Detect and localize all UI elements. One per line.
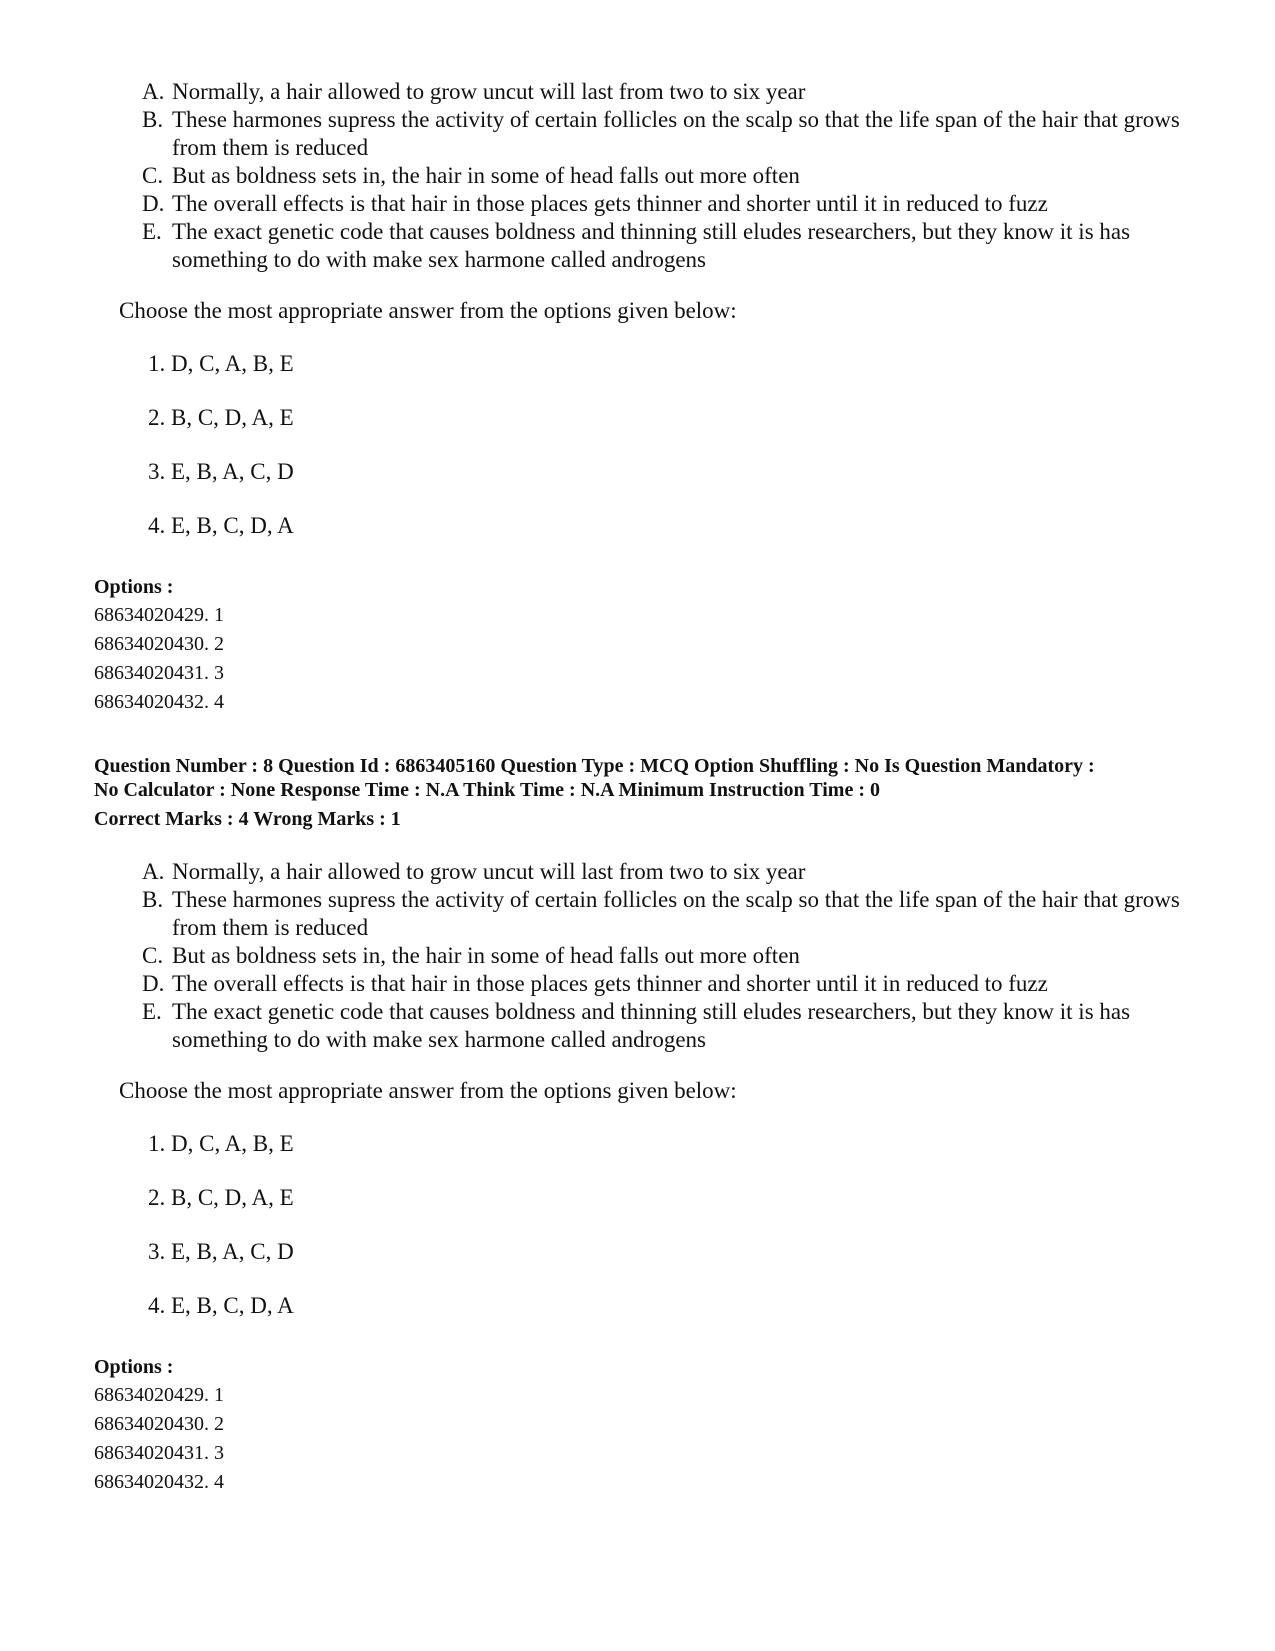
statement-letter: E. bbox=[142, 219, 162, 244]
option-id-4: 68634020432. 4 bbox=[94, 691, 224, 713]
statement-a bbox=[142, 858, 1192, 886]
choose-instruction: Choose the most appropriate answer from the options given below: bbox=[119, 298, 737, 323]
statement-text: The exact genetic code that causes boldness and thinning still eludes researchers, but they know it is has something to do with make sex harmone called androgens bbox=[172, 219, 1131, 272]
statement-letter: A. bbox=[142, 79, 165, 104]
statement-text: Normally, a hair allowed to grow uncut will last from two to six year bbox=[172, 859, 806, 884]
statement-d bbox=[142, 190, 1192, 218]
statement-text: The overall effects is that hair in those places gets thinner and shorter until it in reduced to fuzz bbox=[172, 191, 1048, 216]
statement-list bbox=[142, 78, 1192, 274]
answer-choice-1: 1. D, C, A, B, E bbox=[148, 1131, 294, 1156]
statement-letter: B. bbox=[142, 107, 164, 132]
option-id-4: 68634020432. 4 bbox=[94, 1471, 224, 1493]
options-heading: Options : bbox=[94, 576, 174, 598]
statement-text: These harmones supress the activity of certain follicles on the scalp so that the life span of the hair that grows from them is reduced bbox=[172, 887, 1180, 940]
answer-choice-3: 3. E, B, A, C, D bbox=[148, 1239, 294, 1264]
question-meta-line-2: No Calculator : None Response Time : N.A Think Time : N.A Minimum Instruction Time : 0 bbox=[94, 779, 880, 801]
statement-d bbox=[142, 970, 1192, 998]
statement-text: But as boldness sets in, the hair in some of head falls out more often bbox=[172, 943, 800, 968]
answer-choice-2: 2. B, C, D, A, E bbox=[148, 1185, 294, 1210]
statement-list bbox=[142, 858, 1192, 1054]
answer-choice-2: 2. B, C, D, A, E bbox=[148, 405, 294, 430]
option-id-1: 68634020429. 1 bbox=[94, 604, 224, 626]
statement-text: The exact genetic code that causes boldness and thinning still eludes researchers, but they know it is has something to do with make sex harmone called androgens bbox=[172, 999, 1131, 1052]
statement-letter: A. bbox=[142, 859, 165, 884]
statement-e bbox=[142, 218, 1192, 274]
statement-b bbox=[142, 106, 1192, 162]
statement-c bbox=[142, 162, 1192, 190]
option-id-1: 68634020429. 1 bbox=[94, 1384, 224, 1406]
option-id-3: 68634020431. 3 bbox=[94, 662, 224, 684]
statement-letter: C. bbox=[142, 163, 164, 188]
statement-b bbox=[142, 886, 1192, 942]
option-id-2: 68634020430. 2 bbox=[94, 1413, 224, 1435]
answer-choice-4: 4. E, B, C, D, A bbox=[148, 513, 294, 538]
statement-a bbox=[142, 78, 1192, 106]
option-id-3: 68634020431. 3 bbox=[94, 1442, 224, 1464]
statement-letter: D. bbox=[142, 191, 165, 216]
statement-letter: B. bbox=[142, 887, 164, 912]
statement-letter: E. bbox=[142, 999, 162, 1024]
statement-text: The overall effects is that hair in those places gets thinner and shorter until it in reduced to fuzz bbox=[172, 971, 1048, 996]
answer-choice-4: 4. E, B, C, D, A bbox=[148, 1293, 294, 1318]
answer-choice-1: 1. D, C, A, B, E bbox=[148, 351, 294, 376]
statement-c bbox=[142, 942, 1192, 970]
statement-text: These harmones supress the activity of certain follicles on the scalp so that the life span of the hair that grows from them is reduced bbox=[172, 107, 1180, 160]
statement-text: Normally, a hair allowed to grow uncut will last from two to six year bbox=[172, 79, 806, 104]
option-id-2: 68634020430. 2 bbox=[94, 633, 224, 655]
statement-letter: C. bbox=[142, 943, 164, 968]
answer-choice-3: 3. E, B, A, C, D bbox=[148, 459, 294, 484]
statement-letter: D. bbox=[142, 971, 165, 996]
statement-e bbox=[142, 998, 1192, 1054]
choose-instruction: Choose the most appropriate answer from the options given below: bbox=[119, 1078, 737, 1103]
statement-text: But as boldness sets in, the hair in some of head falls out more often bbox=[172, 163, 800, 188]
question-meta-line-1: Question Number : 8 Question Id : 6863405160 Question Type : MCQ Option Shuffling : No Is Question Mandatory : bbox=[94, 755, 1095, 777]
marks-line: Correct Marks : 4 Wrong Marks : 1 bbox=[94, 808, 401, 830]
options-heading: Options : bbox=[94, 1356, 174, 1378]
